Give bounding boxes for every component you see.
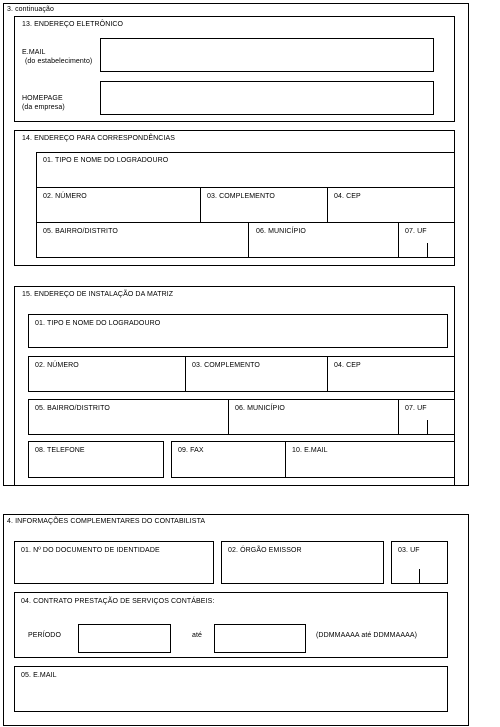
section-3-title: 3. continuação bbox=[7, 6, 54, 13]
s15-logradouro-label: 01. TIPO E NOME DO LOGRADOURO bbox=[35, 320, 161, 327]
s15-complemento-label: 03. COMPLEMENTO bbox=[192, 362, 260, 369]
section-15-title: 15. ENDEREÇO DE INSTALAÇÃO DA MATRIZ bbox=[22, 291, 174, 298]
homepage-label: HOMEPAGE bbox=[22, 95, 63, 102]
periodo-end-field[interactable] bbox=[214, 624, 306, 653]
s15-cep-label: 04. CEP bbox=[334, 362, 361, 369]
s14-complemento-label: 03. COMPLEMENTO bbox=[207, 193, 275, 200]
date-format-hint: (DDMMAAAA até DDMMAAAA) bbox=[316, 632, 418, 639]
s14-uf-label: 07. UF bbox=[405, 228, 427, 235]
s15-fax-label: 09. FAX bbox=[178, 447, 204, 454]
s14-numero-label: 02. NÚMERO bbox=[43, 193, 87, 200]
s4-identidade-label: 01. Nº DO DOCUMENTO DE IDENTIDADE bbox=[21, 547, 160, 554]
s14-logradouro-label: 01. TIPO E NOME DO LOGRADOURO bbox=[43, 157, 169, 164]
s15-uf-label: 07. UF bbox=[405, 405, 427, 412]
section-4-title: 4. INFORMAÇÕES COMPLEMENTARES DO CONTABILISTA bbox=[7, 518, 206, 525]
s4-email-label: 05. E.MAIL bbox=[21, 672, 57, 679]
homepage-field[interactable] bbox=[100, 81, 434, 115]
s15-bairro-label: 05. BAIRRO/DISTRITO bbox=[35, 405, 110, 412]
s4-uf-label: 03. UF bbox=[398, 547, 420, 554]
email-sublabel: (do estabelecimento) bbox=[25, 58, 93, 65]
homepage-sublabel: (da empresa) bbox=[22, 104, 65, 111]
s4-email-field[interactable] bbox=[14, 666, 448, 712]
s15-telefone-label: 08. TELEFONE bbox=[35, 447, 85, 454]
email-label: E.MAIL bbox=[22, 49, 46, 56]
s15-uf-divider bbox=[427, 420, 428, 435]
s4-uf-divider bbox=[419, 569, 420, 584]
s14-bairro-label: 05. BAIRRO/DISTRITO bbox=[43, 228, 118, 235]
s14-uf-divider bbox=[427, 243, 428, 258]
periodo-label: PERÍODO bbox=[28, 632, 61, 639]
ate-label: até bbox=[192, 632, 203, 639]
periodo-start-field[interactable] bbox=[78, 624, 171, 653]
s15-email-label: 10. E.MAIL bbox=[292, 447, 328, 454]
s14-cep-label: 04. CEP bbox=[334, 193, 361, 200]
s4-orgao-label: 02. ÓRGÃO EMISSOR bbox=[228, 547, 302, 554]
s15-numero-label: 02. NÚMERO bbox=[35, 362, 79, 369]
s4-contrato-label: 04. CONTRATO PRESTAÇÃO DE SERVIÇOS CONTÁBEIS: bbox=[21, 598, 215, 605]
email-field[interactable] bbox=[100, 38, 434, 72]
s14-municipio-label: 06. MUNICÍPIO bbox=[256, 228, 306, 235]
section-14-title: 14. ENDEREÇO PARA CORRESPONDÊNCIAS bbox=[22, 135, 176, 142]
s15-municipio-label: 06. MUNICÍPIO bbox=[235, 405, 285, 412]
section-13-title: 13. ENDEREÇO ELETRÔNICO bbox=[22, 21, 124, 28]
